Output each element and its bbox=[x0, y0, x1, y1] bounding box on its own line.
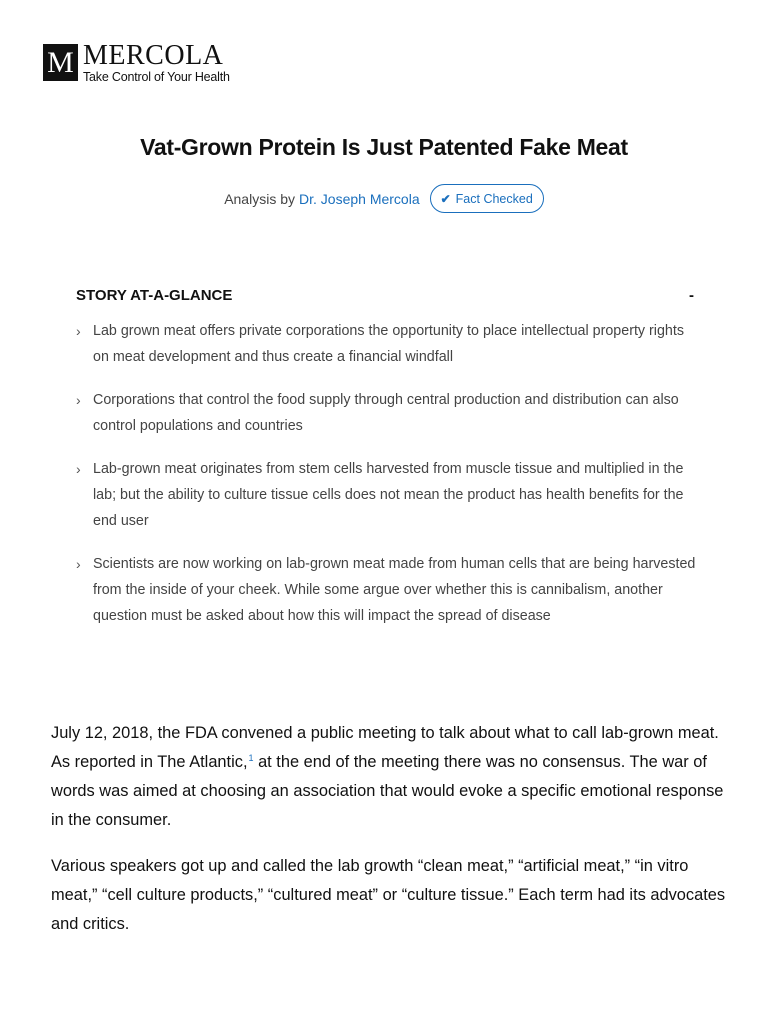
byline-prefix: Analysis by bbox=[224, 190, 295, 207]
logo-tagline: Take Control of Your Health bbox=[83, 70, 230, 84]
chevron-right-icon: › bbox=[76, 323, 81, 339]
footnote-link[interactable]: 1 bbox=[248, 752, 254, 763]
check-icon: ✔ bbox=[440, 191, 451, 206]
glance-item-text: Lab-grown meat originates from stem cells harvested from muscle tissue and multiplied in the lab; but the ability to culture tissue cells does not mean the product has health benefits for the end user bbox=[93, 461, 684, 529]
logo-name: MERCOLA bbox=[83, 40, 224, 71]
glance-heading: STORY AT-A-GLANCE bbox=[76, 287, 233, 304]
glance-list bbox=[76, 318, 696, 646]
glance-item-text: Scientists are now working on lab-grown meat made from human cells that are being harvested from the inside of your cheek. While some argue over whether this is cannibalism, another question must be asked about how this will impact the spread of disease bbox=[93, 556, 696, 624]
logo-mark: M bbox=[43, 44, 78, 81]
paragraph-text: July 12, 2018, the FDA convened a public meeting to talk about what to call lab-grown meat. As reported in The Atlantic, bbox=[51, 724, 719, 771]
paragraph-text: at the end of the meeting there was no consensus. The war of words was aimed at choosing an association that would evoke a specific emotional response in the consumer. bbox=[51, 753, 724, 829]
fact-checked-label: Fact Checked bbox=[455, 191, 533, 206]
article-body bbox=[51, 719, 726, 956]
list-item bbox=[76, 456, 696, 534]
list-item bbox=[76, 387, 696, 439]
paragraph: Various speakers got up and called the lab growth “clean meat,” “artificial meat,” “in vitro meat,” “cell culture products,” “cultured meat” or “culture tissue.” Each term had its advocates and critics. bbox=[51, 857, 726, 933]
article-title: Vat-Grown Protein Is Just Patented Fake Meat bbox=[140, 134, 628, 160]
logo-text bbox=[83, 40, 230, 84]
glance-item-text: Lab grown meat offers private corporations the opportunity to place intellectual property rights on meat development and thus create a financial windfall bbox=[93, 323, 685, 365]
glance-item-text: Corporations that control the food supply through central production and distribution can also control populations and countries bbox=[93, 392, 679, 434]
paragraph bbox=[51, 719, 726, 835]
collapse-toggle[interactable]: - bbox=[689, 287, 694, 304]
list-item bbox=[76, 551, 696, 629]
list-item bbox=[76, 318, 696, 370]
chevron-right-icon: › bbox=[76, 392, 81, 408]
author-link[interactable]: Dr. Joseph Mercola bbox=[299, 190, 420, 207]
mercola-logo[interactable] bbox=[43, 40, 230, 84]
byline bbox=[0, 184, 768, 213]
chevron-right-icon: › bbox=[76, 556, 81, 572]
fact-checked-badge[interactable] bbox=[430, 184, 544, 213]
story-at-a-glance-header[interactable] bbox=[76, 287, 694, 304]
chevron-right-icon: › bbox=[76, 461, 81, 477]
